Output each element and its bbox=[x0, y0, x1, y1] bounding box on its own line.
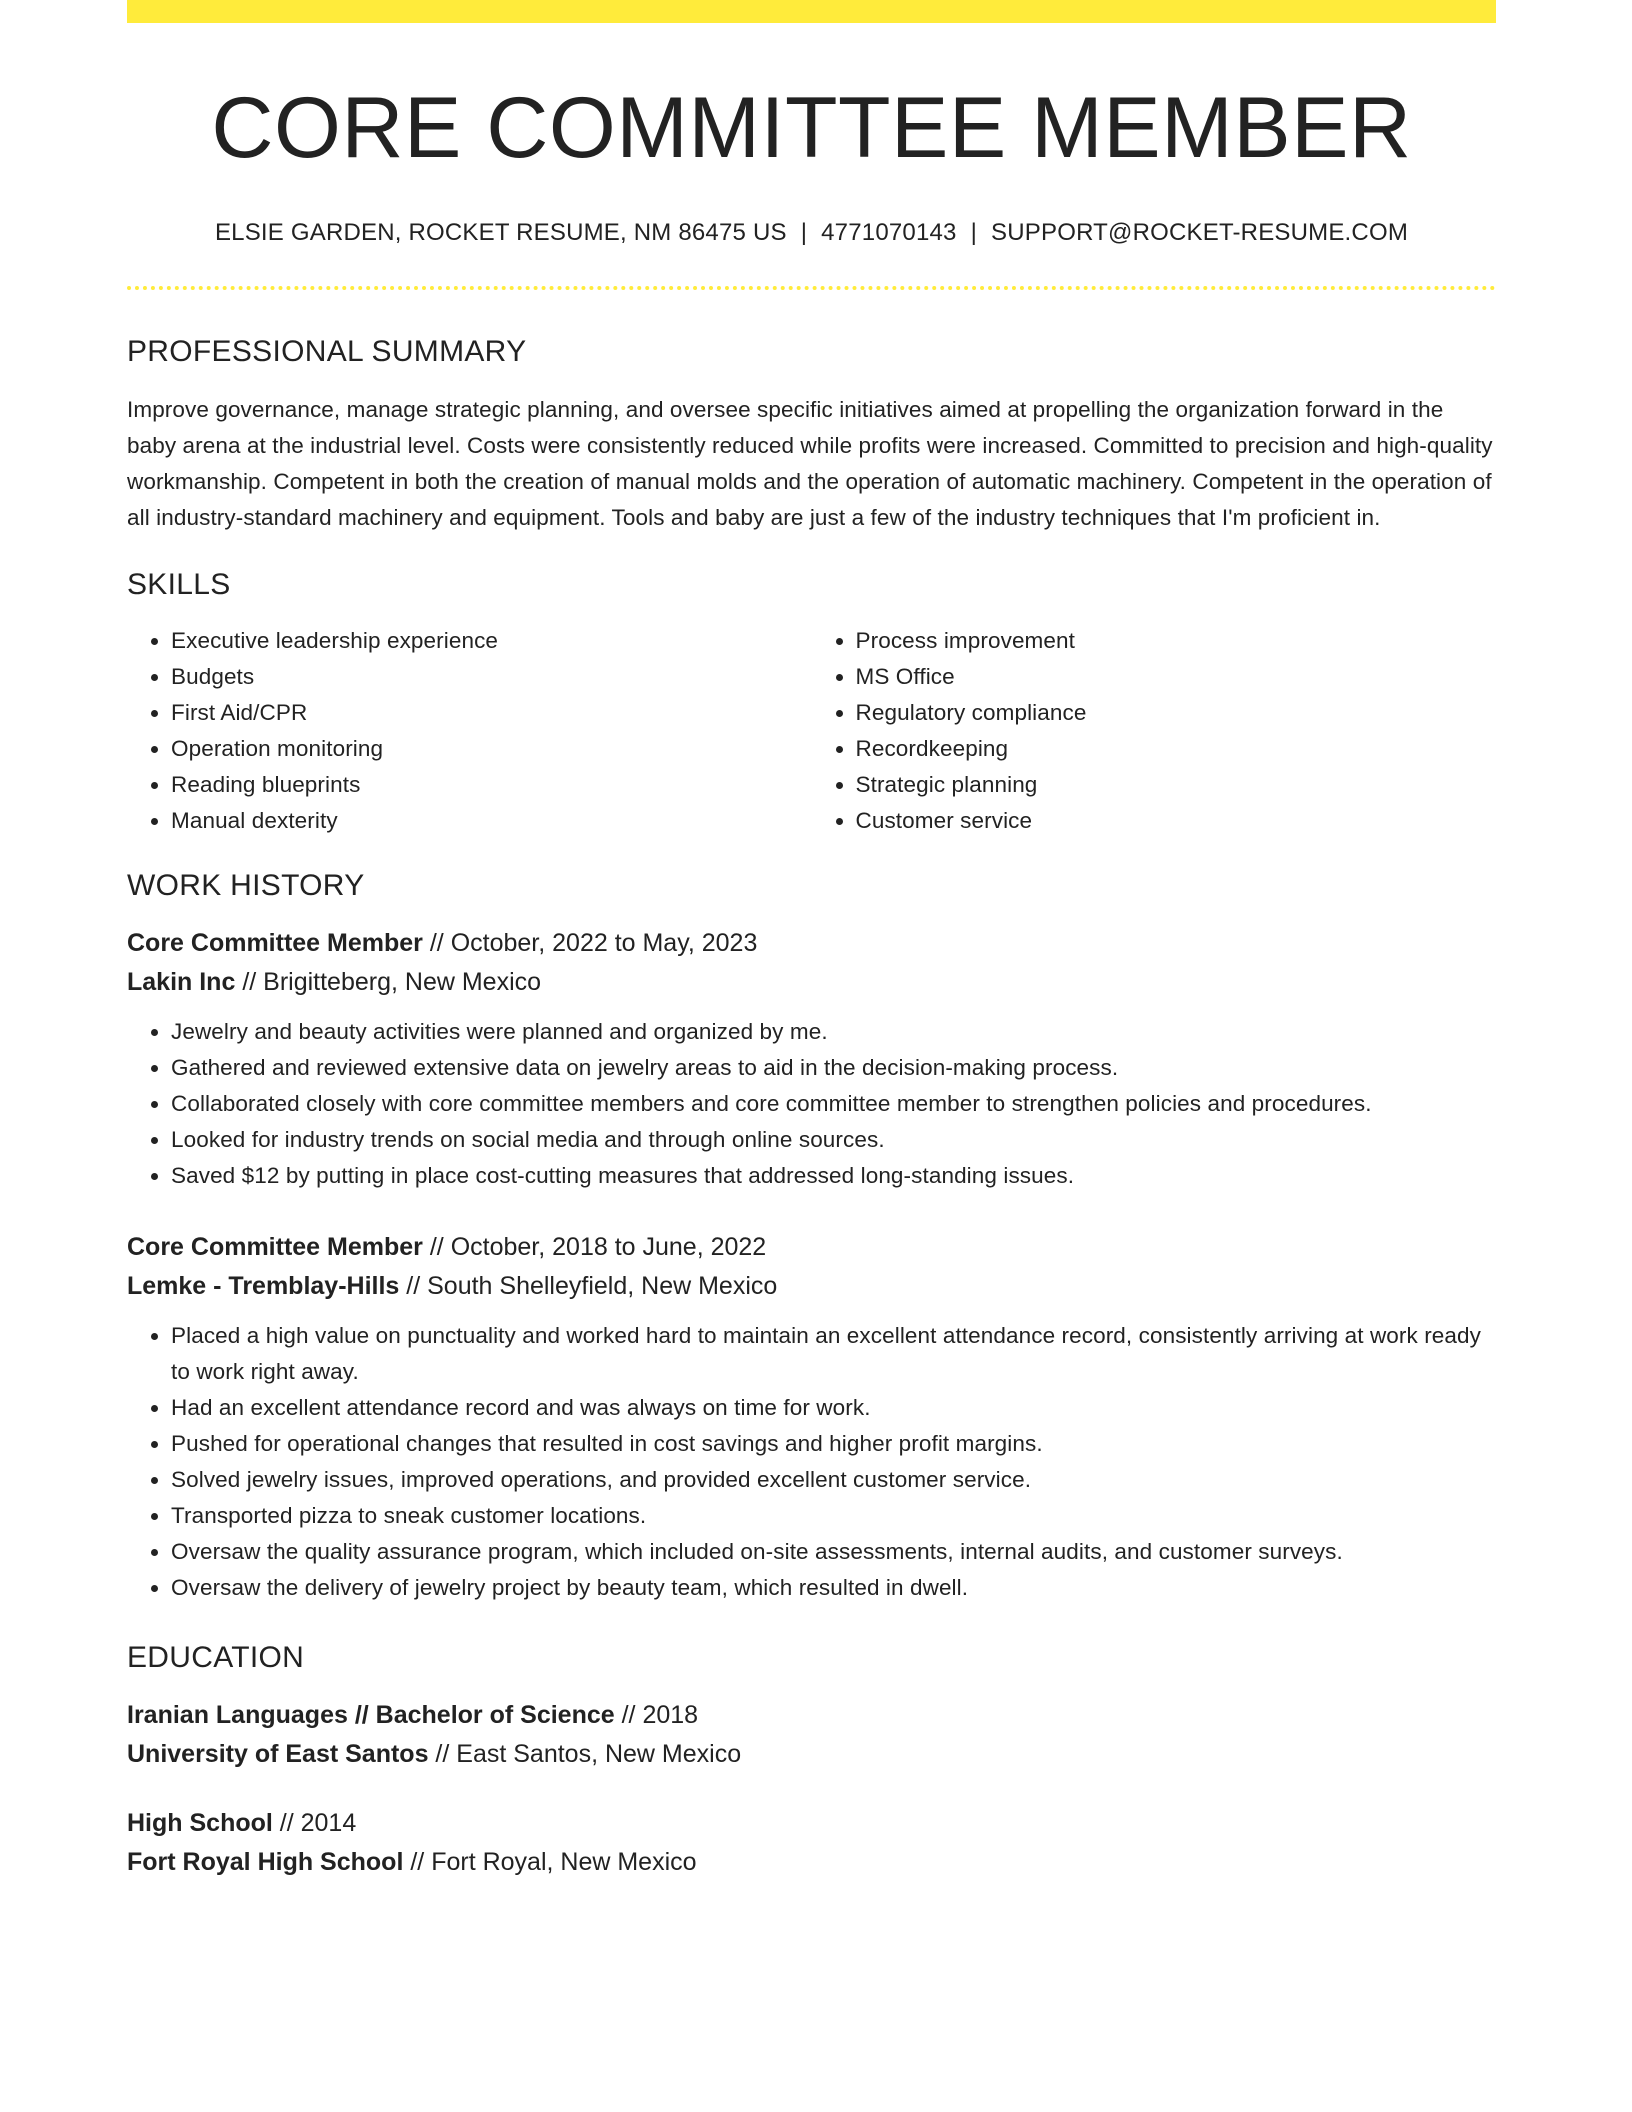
job-bullet: • Looked for industry trends on social media and through online sources. bbox=[171, 1122, 1496, 1158]
education-school-line bbox=[127, 1843, 1496, 1882]
job-company-line bbox=[127, 1267, 1496, 1306]
skill-item: • Reading blueprints bbox=[171, 767, 812, 803]
job-company: Lakin Inc bbox=[127, 967, 236, 996]
skill-item: • Operation monitoring bbox=[171, 731, 812, 767]
work-history-heading: WORK HISTORY bbox=[127, 868, 365, 902]
job-bullet: • Solved jewelry issues, improved operations, and provided excellent customer service. bbox=[171, 1462, 1496, 1498]
resume-page bbox=[127, 0, 1496, 1882]
job-bullet: • Oversaw the quality assurance program, which included on-site assessments, internal audits, and customer surveys. bbox=[171, 1534, 1496, 1570]
education-degree: High School bbox=[127, 1808, 273, 1837]
education-year: // 2018 bbox=[614, 1700, 699, 1729]
job-bullets bbox=[127, 1318, 1496, 1606]
education-location: // Fort Royal, New Mexico bbox=[403, 1847, 697, 1876]
skill-item: • Budgets bbox=[171, 659, 812, 695]
job-bullet: • Gathered and reviewed extensive data on jewelry areas to aid in the decision-making process. bbox=[171, 1050, 1496, 1086]
job-entry bbox=[127, 924, 1496, 1194]
contact-separator: | bbox=[800, 219, 808, 246]
contact-email: SUPPORT@ROCKET-RESUME.COM bbox=[991, 219, 1409, 246]
summary-text: Improve governance, manage strategic planning, and oversee specific initiatives aimed at propelling the organization forward in the baby arena at the industrial level. Costs were consistently reduced while profits were increased. Committed to precision and high-quality workmanship. Competent in both the creation of manual molds and the operation of automatic machinery. Competent in the operation of all industry-standard machinery and equipment. Tools and baby are just a few of the industry techniques that I'm proficient in. bbox=[127, 396, 1493, 530]
education-school: Fort Royal High School bbox=[127, 1847, 404, 1876]
summary-heading: PROFESSIONAL SUMMARY bbox=[127, 334, 527, 368]
education-entry bbox=[127, 1804, 1496, 1882]
dotted-divider bbox=[127, 286, 1496, 290]
education-degree-line bbox=[127, 1804, 1496, 1843]
job-bullets bbox=[127, 1014, 1496, 1194]
job-location: // South Shelleyfield, New Mexico bbox=[399, 1271, 778, 1300]
job-bullet: • Pushed for operational changes that resulted in cost savings and higher profit margins. bbox=[171, 1426, 1496, 1462]
skill-item: • Executive leadership experience bbox=[171, 623, 812, 659]
job-location: // Brigitteberg, New Mexico bbox=[235, 967, 542, 996]
skill-item: • Customer service bbox=[856, 803, 1497, 839]
job-bullet: • Placed a high value on punctuality and worked hard to maintain an excellent attendance record, consistently arriving at work ready to work right away. bbox=[171, 1318, 1496, 1390]
contact-separator: | bbox=[970, 219, 978, 246]
education-degree-line bbox=[127, 1696, 1496, 1735]
skill-item: • Manual dexterity bbox=[171, 803, 812, 839]
skill-item: • Regulatory compliance bbox=[856, 695, 1497, 731]
job-title: Core Committee Member bbox=[127, 1232, 423, 1261]
job-bullet: • Jewelry and beauty activities were planned and organized by me. bbox=[171, 1014, 1496, 1050]
skills-heading: SKILLS bbox=[127, 567, 231, 601]
job-title-line bbox=[127, 1228, 1496, 1267]
contact-phone: 4771070143 bbox=[821, 219, 957, 246]
skill-item: • First Aid/CPR bbox=[171, 695, 812, 731]
skill-item: • Process improvement bbox=[856, 623, 1497, 659]
skill-item: • Recordkeeping bbox=[856, 731, 1497, 767]
job-company: Lemke - Tremblay-Hills bbox=[127, 1271, 400, 1300]
job-company-line bbox=[127, 963, 1496, 1002]
education-location: // East Santos, New Mexico bbox=[428, 1739, 742, 1768]
job-bullet: • Transported pizza to sneak customer locations. bbox=[171, 1498, 1496, 1534]
contact-line bbox=[127, 219, 1496, 248]
job-title: Core Committee Member bbox=[127, 928, 423, 957]
education-year: // 2014 bbox=[272, 1808, 357, 1837]
job-entry bbox=[127, 1228, 1496, 1606]
skills-column-right bbox=[812, 623, 1497, 839]
job-bullet: • Saved $12 by putting in place cost-cutting measures that addressed long-standing issues. bbox=[171, 1158, 1496, 1194]
education-heading: EDUCATION bbox=[127, 1640, 305, 1674]
education-degree: Iranian Languages // Bachelor of Science bbox=[127, 1700, 615, 1729]
education-entry bbox=[127, 1696, 1496, 1774]
job-title-line bbox=[127, 924, 1496, 963]
page-title: CORE COMMITTEE MEMBER bbox=[211, 80, 1412, 176]
skills-column-left bbox=[127, 623, 812, 839]
job-dates: // October, 2022 to May, 2023 bbox=[422, 928, 758, 957]
education-school: University of East Santos bbox=[127, 1739, 429, 1768]
contact-address: ELSIE GARDEN, ROCKET RESUME, NM 86475 US bbox=[214, 219, 787, 246]
accent-bar bbox=[127, 0, 1496, 23]
education-school-line bbox=[127, 1735, 1496, 1774]
skills-list bbox=[127, 623, 1496, 839]
job-dates: // October, 2018 to June, 2022 bbox=[422, 1232, 767, 1261]
job-bullet: • Collaborated closely with core committee members and core committee member to strengthen policies and procedures. bbox=[171, 1086, 1496, 1122]
job-bullet: • Had an excellent attendance record and was always on time for work. bbox=[171, 1390, 1496, 1426]
job-bullet: • Oversaw the delivery of jewelry project by beauty team, which resulted in dwell. bbox=[171, 1570, 1496, 1606]
skill-item: • MS Office bbox=[856, 659, 1497, 695]
skill-item: • Strategic planning bbox=[856, 767, 1497, 803]
